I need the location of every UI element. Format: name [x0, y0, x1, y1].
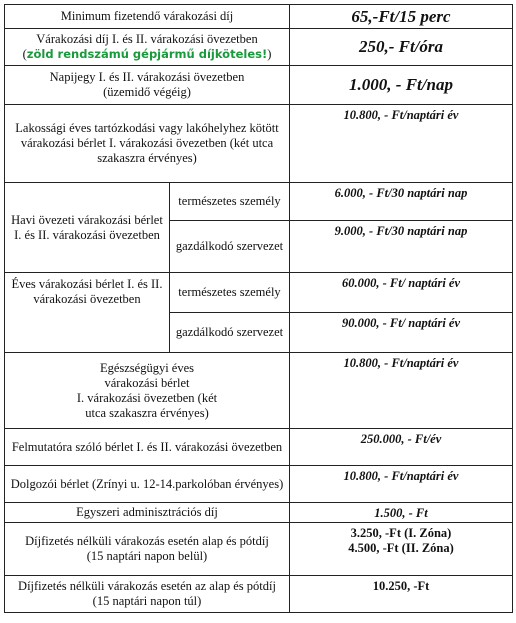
monthly-permit-label-2: I. és II. várakozási övezetben: [14, 227, 160, 242]
table-row: [5, 523, 513, 576]
monthly-natural-label: természetes személy: [170, 183, 290, 221]
table-row: [5, 273, 513, 313]
yearly-business-value: 90.000, - Ft/ naptári év: [290, 313, 513, 353]
penalty-sub: (15 naptári napon belül): [86, 549, 208, 563]
hourly-fee-cell: [5, 29, 290, 66]
health-permit-line-3: I. várakozási övezetben (két: [76, 390, 218, 405]
employee-permit-value: 10.800, - Ft/naptári év: [290, 466, 513, 503]
yearly-business-label: gazdálkodó szervezet: [170, 313, 290, 353]
resident-permit-value: 10.800, - Ft/naptári év: [290, 105, 513, 183]
hourly-fee-label: Várakozási díj I. és II. várakozási övezetben: [36, 32, 258, 46]
yearly-natural-label: természetes személy: [170, 273, 290, 313]
min-fee-value: 65,-Ft/15 perc: [290, 5, 513, 29]
parking-fee-table: [4, 4, 513, 613]
daily-ticket-value: 1.000, - Ft/nap: [290, 66, 513, 105]
min-fee-label: Minimum fizetendő várakozási díj: [5, 5, 290, 29]
penalty-late-value: 10.250, -Ft: [290, 576, 513, 613]
table-row: [5, 183, 513, 221]
daily-ticket-label: Napijegy I. és II. várakozási övezetben: [49, 70, 245, 84]
monthly-permit-cell: [5, 183, 170, 273]
penalty-value-zone-1: 3.250, -Ft (I. Zóna): [350, 526, 452, 540]
health-permit-line-1: Egészségügyi éves: [99, 360, 195, 375]
penalty-label: Díjfizetés nélküli várakozás esetén alap és pótdíj: [25, 534, 269, 548]
penalty-cell: [5, 523, 290, 576]
health-permit-line-4: utca szakaszra érvényes): [85, 405, 209, 420]
table-row: [5, 5, 513, 29]
bearer-permit-label: Felmutatóra szóló bérlet I. és II. várakozási övezetben: [5, 429, 290, 466]
hourly-fee-note-open: (: [22, 47, 27, 61]
daily-ticket-cell: [5, 66, 290, 105]
resident-permit-label: Lakossági éves tartózkodási vagy lakóhelyhez kötött várakozási bérlet I. várakozási övezetben (két utca szakaszra érvényes): [5, 105, 290, 183]
yearly-natural-value: 60.000, - Ft/ naptári év: [290, 273, 513, 313]
table-row: [5, 353, 513, 429]
penalty-value-zone-2: 4.500, -Ft (II. Zóna): [348, 541, 454, 555]
green-plate-note: zöld rendszámú gépjármű díjköteles!: [26, 47, 268, 61]
hourly-fee-note-close: ): [267, 47, 272, 61]
table-row: [5, 29, 513, 66]
bearer-permit-value: 250.000, - Ft/év: [290, 429, 513, 466]
monthly-business-value: 9.000, - Ft/30 naptári nap: [290, 221, 513, 273]
employee-permit-label: Dolgozói bérlet (Zrínyi u. 12-14.parkolóban érvényes): [5, 466, 290, 503]
penalty-late-label: Díjfizetés nélküli várakozás esetén az alap és pótdíj (15 naptári napon túl): [5, 576, 290, 613]
table-row: [5, 66, 513, 105]
monthly-business-label: gazdálkodó szervezet: [170, 221, 290, 273]
daily-ticket-sub: (üzemidő végéig): [103, 85, 191, 99]
monthly-permit-label: Havi övezeti várakozási bérlet: [11, 212, 163, 227]
hourly-fee-value: 250,- Ft/óra: [290, 29, 513, 66]
table-row: [5, 466, 513, 503]
penalty-value-cell: [290, 523, 513, 576]
yearly-permit-label-2: várakozási övezetben: [33, 292, 141, 306]
fee-table-container: [4, 4, 512, 613]
yearly-permit-cell: [5, 273, 170, 353]
yearly-permit-label: Éves várakozási bérlet I. és II.: [11, 277, 163, 291]
monthly-natural-value: 6.000, - Ft/30 naptári nap: [290, 183, 513, 221]
health-permit-line-2: várakozási bérlet: [104, 375, 190, 390]
table-row: [5, 503, 513, 523]
table-row: [5, 576, 513, 613]
table-row: [5, 105, 513, 183]
health-permit-value: 10.800, - Ft/naptári év: [290, 353, 513, 429]
health-permit-cell: [5, 353, 290, 429]
table-row: [5, 429, 513, 466]
admin-fee-label: Egyszeri adminisztrációs díj: [5, 503, 290, 523]
admin-fee-value: 1.500, - Ft: [290, 503, 513, 523]
